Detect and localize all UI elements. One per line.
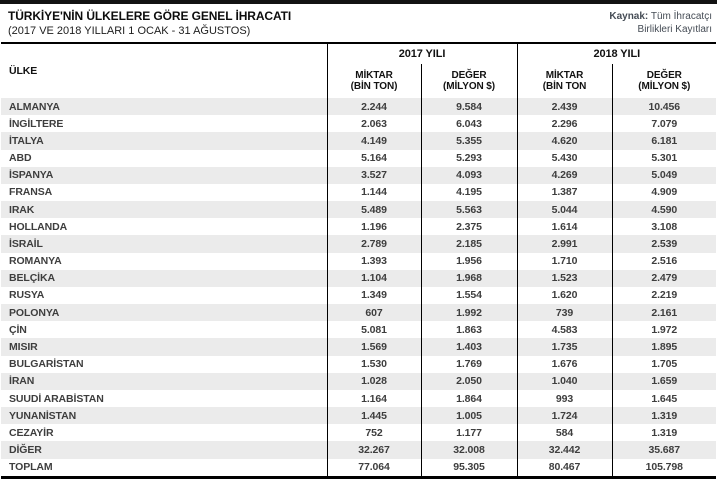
value-cell: 80.467 — [517, 459, 612, 478]
value-cell: 1.895 — [612, 338, 716, 355]
year-header-row — [1, 43, 716, 64]
column-header-2018-miktar — [517, 64, 612, 98]
table-row — [1, 390, 716, 407]
table-row — [1, 150, 716, 167]
value-cell: 1.319 — [612, 424, 716, 441]
value-cell: 5.489 — [327, 201, 421, 218]
table-row — [1, 184, 716, 201]
value-cell: 5.301 — [612, 150, 716, 167]
value-cell: 1.144 — [327, 184, 421, 201]
value-cell: 4.269 — [517, 167, 612, 184]
value-cell: 5.430 — [517, 150, 612, 167]
table-row — [1, 132, 716, 149]
column-header-2018-deger — [612, 64, 716, 98]
value-cell: 35.687 — [612, 441, 716, 458]
value-cell: 2.219 — [612, 287, 716, 304]
country-cell: CEZAYİR — [9, 426, 54, 439]
value-cell: 1.554 — [421, 287, 517, 304]
value-cell: 32.008 — [421, 441, 517, 458]
value-cell: 1.177 — [421, 424, 517, 441]
value-cell: 95.305 — [421, 459, 517, 478]
value-cell: 2.479 — [612, 270, 716, 287]
table-row — [1, 98, 716, 115]
country-cell: ABD — [9, 152, 32, 165]
value-cell: 1.710 — [517, 253, 612, 270]
value-cell: 1.445 — [327, 407, 421, 424]
title-block — [8, 9, 291, 37]
value-cell: 10.456 — [612, 98, 716, 115]
value-cell: 5.164 — [327, 150, 421, 167]
source-line-1 — [609, 11, 712, 24]
country-cell: İRAN — [9, 375, 35, 388]
column-group-2018: 2018 YILI — [517, 43, 716, 64]
value-cell: 2.516 — [612, 253, 716, 270]
value-cell: 4.620 — [517, 132, 612, 149]
column-header-country: ÜLKE — [9, 65, 38, 77]
source-note — [609, 9, 712, 36]
table-header — [1, 43, 716, 98]
value-cell: 4.909 — [612, 184, 716, 201]
table-row — [1, 424, 716, 441]
column-header-2017-deger — [421, 64, 517, 98]
value-cell: 2.439 — [517, 98, 612, 115]
value-cell: 1.349 — [327, 287, 421, 304]
value-cell: 607 — [327, 304, 421, 321]
value-cell: 5.355 — [421, 132, 517, 149]
value-cell: 1.387 — [517, 184, 612, 201]
value-cell: 1.005 — [421, 407, 517, 424]
country-cell: MISIR — [9, 340, 38, 353]
value-cell: 3.527 — [327, 167, 421, 184]
country-cell: RUSYA — [9, 289, 45, 302]
country-cell: İNGİLTERE — [9, 117, 64, 130]
value-cell: 3.108 — [612, 218, 716, 235]
value-cell: 1.164 — [327, 390, 421, 407]
value-cell: 1.393 — [327, 253, 421, 270]
subheader-line-bottom: (MİLYON $) — [638, 81, 691, 92]
table-row — [1, 407, 716, 424]
country-cell: HOLLANDA — [9, 220, 68, 233]
subheader-line-top: MİKTAR — [355, 69, 393, 81]
table-row — [1, 441, 716, 458]
value-cell: 739 — [517, 304, 612, 321]
table-row — [1, 304, 716, 321]
subheader-line-top: MİKTAR — [545, 69, 584, 81]
value-cell: 1.956 — [421, 253, 517, 270]
table-row — [1, 218, 716, 235]
country-cell: İTALYA — [9, 134, 44, 147]
value-cell: 1.104 — [327, 270, 421, 287]
value-cell: 1.769 — [421, 356, 517, 373]
value-cell: 2.375 — [421, 218, 517, 235]
table-body — [1, 98, 716, 477]
table-row — [1, 270, 716, 287]
value-cell: 2.296 — [517, 115, 612, 132]
value-cell: 584 — [517, 424, 612, 441]
table-row — [1, 459, 716, 478]
table-row — [1, 287, 716, 304]
value-cell: 77.064 — [327, 459, 421, 478]
value-cell: 752 — [327, 424, 421, 441]
value-cell: 6.043 — [421, 115, 517, 132]
country-cell: BELÇİKA — [9, 272, 55, 285]
subheader-line-bottom: (BİN TON — [542, 81, 587, 92]
column-header-2017-miktar — [327, 64, 421, 98]
value-cell: 2.161 — [612, 304, 716, 321]
source-text-2: Birlikleri Kayıtları — [637, 23, 712, 35]
country-cell: İSRAİL — [9, 237, 43, 250]
country-cell: DİĞER — [9, 444, 42, 457]
page-header — [0, 4, 717, 42]
country-cell: İSPANYA — [9, 169, 54, 182]
value-cell: 1.040 — [517, 373, 612, 390]
page-subtitle: (2017 VE 2018 YILLARI 1 OCAK - 31 AĞUSTOS) — [8, 25, 251, 37]
country-cell: ALMANYA — [9, 100, 60, 113]
value-cell: 4.149 — [327, 132, 421, 149]
value-cell: 1.992 — [421, 304, 517, 321]
value-cell: 6.181 — [612, 132, 716, 149]
value-cell: 1.659 — [612, 373, 716, 390]
value-cell: 32.442 — [517, 441, 612, 458]
table-row — [1, 167, 716, 184]
country-cell: YUNANİSTAN — [9, 409, 77, 422]
value-cell: 4.195 — [421, 184, 517, 201]
value-cell: 1.676 — [517, 356, 612, 373]
table-row — [1, 201, 716, 218]
table-row — [1, 253, 716, 270]
page-title: TÜRKİYE'NİN ÜLKELERE GÖRE GENEL İHRACATI — [8, 9, 292, 23]
value-cell: 5.049 — [612, 167, 716, 184]
country-cell: ROMANYA — [9, 255, 62, 268]
value-cell: 1.724 — [517, 407, 612, 424]
value-cell: 1.569 — [327, 338, 421, 355]
value-cell: 1.968 — [421, 270, 517, 287]
country-cell: TOPLAM — [9, 461, 53, 474]
value-cell: 2.185 — [421, 235, 517, 252]
value-cell: 2.539 — [612, 235, 716, 252]
value-cell: 1.028 — [327, 373, 421, 390]
value-cell: 5.044 — [517, 201, 612, 218]
value-cell: 1.645 — [612, 390, 716, 407]
value-cell: 5.293 — [421, 150, 517, 167]
country-cell: BULGARİSTAN — [9, 358, 84, 371]
country-cell: POLONYA — [9, 306, 60, 319]
value-cell: 1.614 — [517, 218, 612, 235]
value-cell: 5.081 — [327, 321, 421, 338]
subheader-line-bottom: (MİLYON $) — [443, 81, 495, 92]
value-cell: 1.319 — [612, 407, 716, 424]
value-cell: 2.244 — [327, 98, 421, 115]
value-cell: 4.093 — [421, 167, 517, 184]
value-cell: 1.523 — [517, 270, 612, 287]
subheader-line-top: DEĞER — [646, 69, 682, 81]
column-group-2017: 2017 YILI — [327, 43, 517, 64]
value-cell: 4.583 — [517, 321, 612, 338]
value-cell: 1.705 — [612, 356, 716, 373]
value-cell: 2.063 — [327, 115, 421, 132]
table-row — [1, 115, 716, 132]
subheader-line-bottom: (BİN TON) — [350, 81, 398, 92]
value-cell: 2.050 — [421, 373, 517, 390]
table-row — [1, 373, 716, 390]
country-cell: ÇİN — [9, 323, 27, 336]
value-cell: 1.863 — [421, 321, 517, 338]
value-cell: 993 — [517, 390, 612, 407]
country-cell: IRAK — [9, 203, 35, 216]
value-cell: 32.267 — [327, 441, 421, 458]
value-cell: 7.079 — [612, 115, 716, 132]
table-row — [1, 356, 716, 373]
value-cell: 5.563 — [421, 201, 517, 218]
value-cell: 1.196 — [327, 218, 421, 235]
value-cell: 4.590 — [612, 201, 716, 218]
value-cell: 1.530 — [327, 356, 421, 373]
value-cell: 2.789 — [327, 235, 421, 252]
country-cell: SUUDİ ARABİSTAN — [9, 392, 104, 405]
value-cell: 1.620 — [517, 287, 612, 304]
value-cell: 1.403 — [421, 338, 517, 355]
value-cell: 1.735 — [517, 338, 612, 355]
table-row — [1, 235, 716, 252]
exports-table — [1, 42, 716, 479]
table-row — [1, 338, 716, 355]
table-row — [1, 321, 716, 338]
value-cell: 105.798 — [612, 459, 716, 478]
value-cell: 1.864 — [421, 390, 517, 407]
subheader-line-top: DEĞER — [451, 69, 487, 81]
country-cell: FRANSA — [9, 186, 53, 199]
source-label: Kaynak: — [609, 11, 649, 22]
value-cell: 1.972 — [612, 321, 716, 338]
value-cell: 2.991 — [517, 235, 612, 252]
source-text-1: Tüm İhracatçı — [650, 11, 712, 22]
value-cell: 9.584 — [421, 98, 517, 115]
